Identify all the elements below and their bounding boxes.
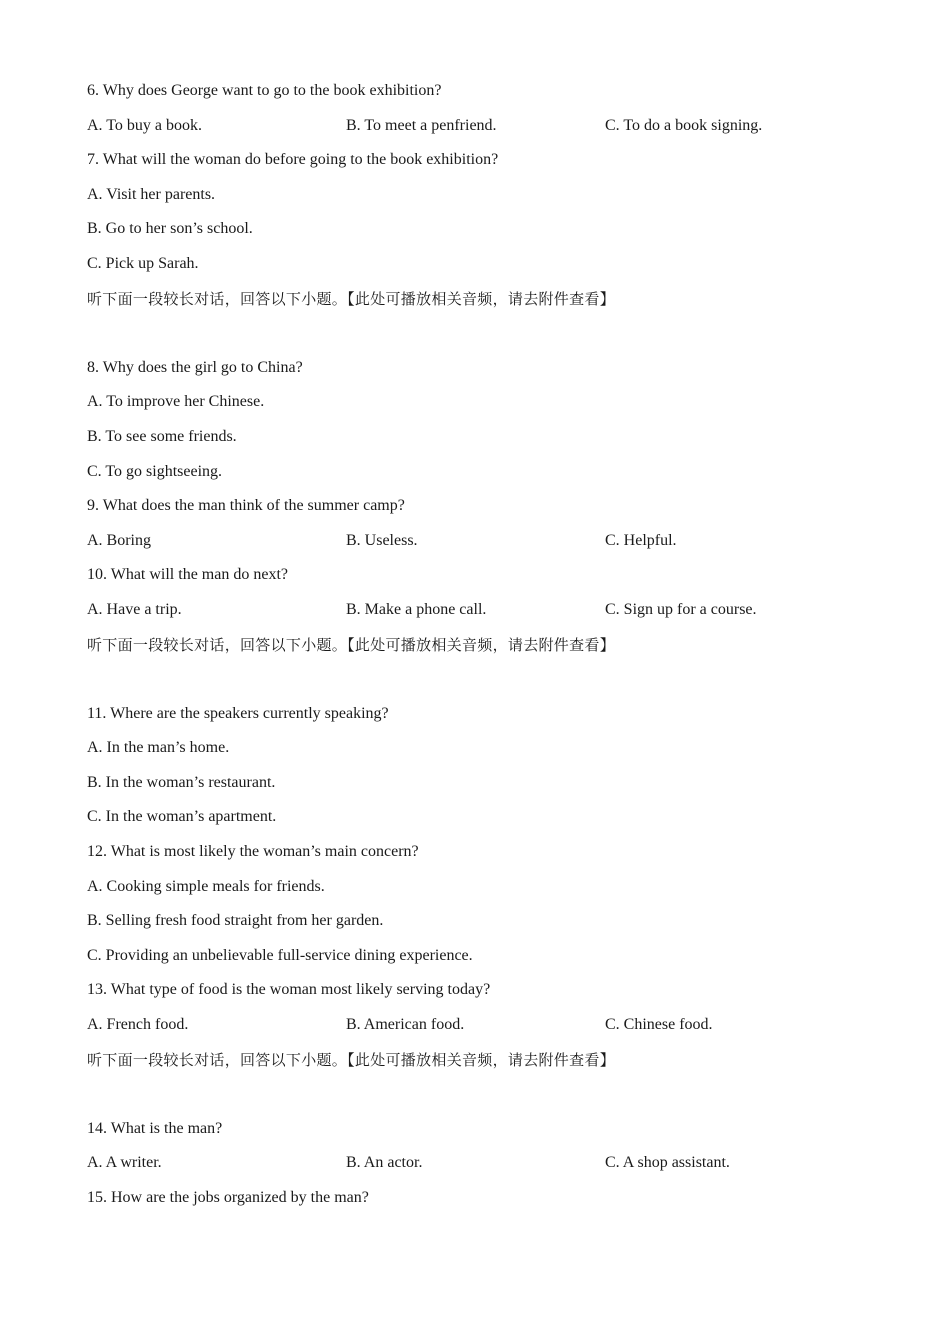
option-c: C. Helpful. [605,531,677,549]
option-b: B. In the woman’s restaurant. [87,773,276,791]
option-a: A. Cooking simple meals for friends. [87,877,325,895]
option-a: A. To improve her Chinese. [87,393,265,411]
option-b: B. Selling fresh food straight from her garden. [87,912,384,930]
option-b: B. Go to her son’s school. [87,220,253,238]
question-block [87,978,887,1047]
question-text: 12. What is most likely the woman’s main concern? [87,843,419,861]
question-text: 8. Why does the girl go to China? [87,358,303,376]
question-block [87,79,887,148]
option-c: C. Providing an unbelievable full-service dining experience. [87,946,473,964]
option-b: B. To meet a penfriend. [346,116,497,134]
option-c: C. Sign up for a course. [605,600,757,618]
question-block [87,1117,887,1186]
question-text: 11. Where are the speakers currently speaking? [87,704,389,722]
option-c: C. Chinese food. [605,1016,713,1034]
question-block [87,148,887,286]
options-row [87,529,887,564]
option-b: B. American food. [346,1016,465,1034]
question-text: 14. What is the man? [87,1119,223,1137]
option-c: C. In the woman’s apartment. [87,808,277,826]
section-instruction: 听下面一段较长对话，回答以下小题。【此处可播放相关音频，请去附件查看】 [87,289,616,308]
option-c: C. To go sightseeing. [87,462,223,480]
question-block [87,356,887,494]
options-row [87,1151,887,1186]
question-text: 15. How are the jobs organized by the man? [87,1189,369,1206]
question-text: 6. Why does George want to go to the book exhibition? [87,82,442,99]
section-spacer [87,1082,887,1117]
section-spacer [87,667,887,702]
options-row [87,1013,887,1048]
option-c: C. To do a book signing. [605,116,763,134]
option-a: A. Visit her parents. [87,185,216,203]
option-a: A. Have a trip. [87,600,182,618]
document-page [87,79,887,1221]
section-instruction: 听下面一段较长对话，回答以下小题。【此处可播放相关音频，请去附件查看】 [87,635,616,654]
question-block [87,494,887,563]
options-row [87,114,887,149]
question-text: 13. What type of food is the woman most likely serving today? [87,981,491,999]
option-c: C. A shop assistant. [605,1154,730,1172]
question-text: 7. What will the woman do before going to the book exhibition? [87,151,499,169]
option-b: B. Useless. [346,531,418,549]
option-a: A. A writer. [87,1154,162,1172]
question-text: 10. What will the man do next? [87,566,288,584]
options-row [87,598,887,633]
question-block [87,1186,887,1221]
option-a: A. In the man’s home. [87,739,230,757]
option-a: A. To buy a book. [87,116,203,134]
option-b: B. Make a phone call. [346,600,487,618]
option-b: B. An actor. [346,1154,423,1172]
question-block [87,702,887,840]
option-c: C. Pick up Sarah. [87,254,199,272]
option-a: A. Boring [87,531,151,549]
section-spacer [87,321,887,356]
question-block [87,840,887,978]
question-block [87,563,887,632]
section-instruction: 听下面一段较长对话，回答以下小题。【此处可播放相关音频，请去附件查看】 [87,1050,616,1069]
option-a: A. French food. [87,1016,189,1034]
question-text: 9. What does the man think of the summer camp? [87,497,405,515]
option-b: B. To see some friends. [87,427,237,445]
